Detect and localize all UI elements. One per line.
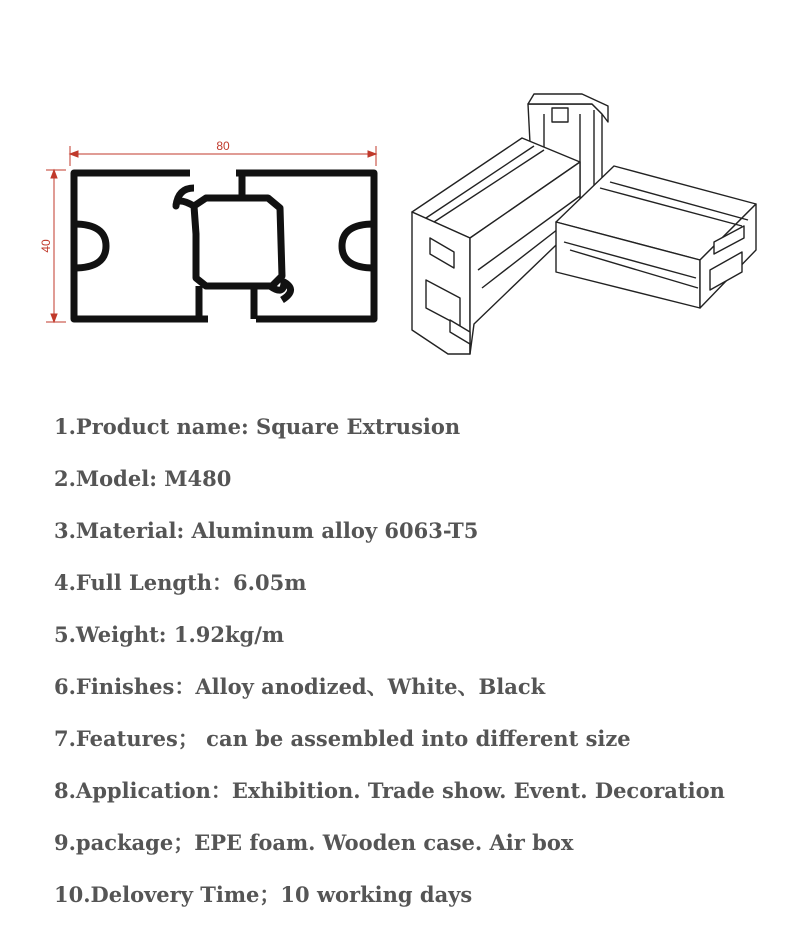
spec-package: 9.package；EPE foam. Wooden case. Air box bbox=[54, 830, 574, 855]
profile-cross-section bbox=[36, 136, 386, 336]
spec-application: 8.Application：Exhibition. Trade show. Event. Decoration bbox=[54, 778, 725, 803]
spec-delivery-time: 10.Delovery Time；10 working days bbox=[54, 882, 473, 907]
product-drawings bbox=[0, 0, 790, 390]
spec-weight: 5.Weight: 1.92kg/m bbox=[54, 622, 285, 647]
spec-product-name: 1.Product name: Square Extrusion bbox=[54, 414, 461, 439]
spec-material: 3.Material: Aluminum alloy 6063-T5 bbox=[54, 518, 479, 543]
spec-finishes: 6.Finishes：Alloy anodized、White、Black bbox=[54, 674, 546, 699]
spec-full-length: 4.Full Length：6.05m bbox=[54, 570, 307, 595]
spec-features: 7.Features； can be assembled into different size bbox=[54, 726, 631, 751]
height-dimension-label: 40 bbox=[39, 239, 53, 253]
profile-outline bbox=[74, 173, 374, 319]
specification-list bbox=[54, 405, 725, 925]
width-dimension-label: 80 bbox=[216, 139, 230, 153]
spec-model: 2.Model: M480 bbox=[54, 466, 232, 491]
corner-assembly-illustration bbox=[404, 92, 768, 356]
